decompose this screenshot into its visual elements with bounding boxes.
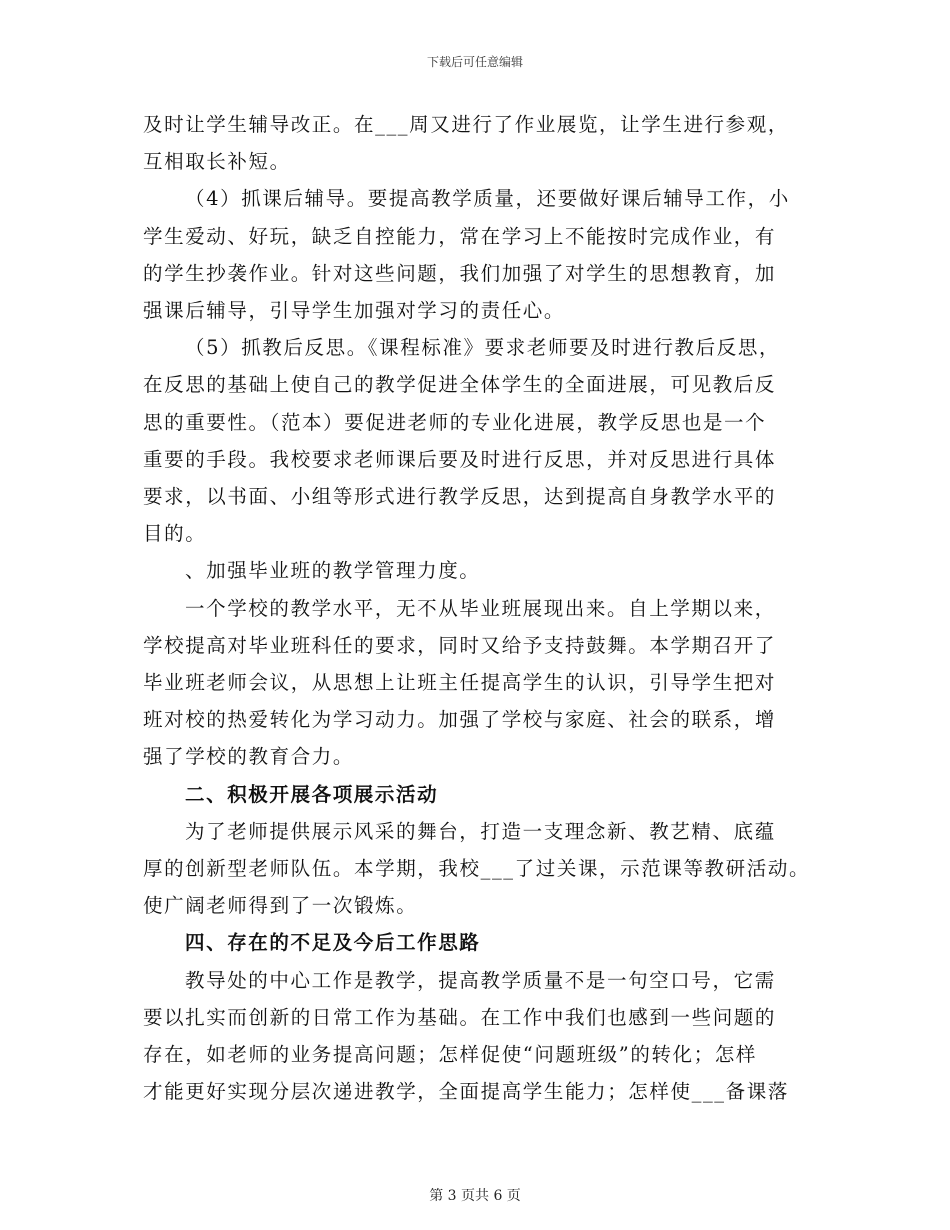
text-line: 教导处的中心工作是教学，提高教学质量不是一句空口号，它需 bbox=[185, 968, 776, 992]
text-line: 强课后辅导，引导学生加强对学习的责任心。 bbox=[143, 299, 566, 322]
text-line: 的学生抄袭作业。针对这些问题，我们加强了对学生的思想教育，加 bbox=[143, 261, 777, 285]
text-line: 使广阔老师得到了一次锻炼。 bbox=[143, 894, 418, 918]
text-line: （4）抓课后辅导。要提高教学质量，还要做好课后辅导工作，小 bbox=[185, 187, 790, 211]
text-line: 要求，以书面、小组等形式进行教学反思，达到提高自身教学水平的 bbox=[143, 485, 777, 508]
text-line: 在反思的基础上使自己的教学促进全体学生的全面进展，可见教后反 bbox=[143, 373, 777, 397]
page-header: 下载后可任意编辑 bbox=[426, 55, 523, 69]
text-line: 重要的手段。我校要求老师课后要及时进行反思，并对反思进行具体 bbox=[143, 447, 777, 471]
text-line: 毕业班老师会议，从思想上让班主任提高学生的认识，引导学生把对 bbox=[143, 671, 777, 694]
section-heading: 四、存在的不足及今后工作思路 bbox=[185, 931, 481, 955]
page-footer: 第 3 页共 6 页 bbox=[429, 1188, 521, 1204]
text-line: 一个学校的教学水平，无不从毕业班展现出来。自上学期以来， bbox=[185, 596, 776, 620]
text-line: （5）抓教后反思。《课程标准》要求老师要及时进行教后反思， bbox=[185, 336, 781, 360]
text-line: 才能更好实现分层次递进教学，全面提高学生能力；怎样使___备课落 bbox=[143, 1080, 789, 1104]
text-line: 、加强毕业班的教学管理力度。 bbox=[185, 559, 481, 583]
text-line: 思的重要性。（范本）要促进老师的专业化进展，教学反思也是一个 bbox=[143, 410, 767, 434]
text-line: 存在，如老师的业务提高问题；怎样促使“问题班级”的转化；怎样 bbox=[143, 1043, 757, 1066]
text-line: 学生爱动、好玩，缺乏自控能力，常在学习上不能按时完成作业，有 bbox=[143, 224, 777, 248]
text-line: 学校提高对毕业班科任的要求，同时又给予支持鼓舞。本学期召开了 bbox=[143, 633, 777, 657]
text-line: 班对校的热爱转化为学习动力。加强了学校与家庭、社会的联系，增 bbox=[143, 708, 777, 732]
text-line: 为了老师提供展示风采的舞台，打造一支理念新、教艺精、底蕴 bbox=[185, 819, 776, 843]
section-heading: 二、积极开展各项展示活动 bbox=[185, 782, 439, 806]
text-line: 强了学校的教育合力。 bbox=[143, 745, 355, 769]
text-line: 及时让学生辅导改正。在___周又进行了作业展览，让学生进行参观， bbox=[143, 113, 789, 136]
text-line: 要以扎实而创新的日常工作为基础。在工作中我们也感到一些问题的 bbox=[143, 1005, 777, 1029]
text-line: 厚的创新型老师队伍。本学期，我校___了过关课，示范课等教研活动。 bbox=[143, 857, 811, 880]
text-line: 互相取长补短。 bbox=[143, 150, 291, 174]
text-line: 目的。 bbox=[143, 522, 207, 546]
